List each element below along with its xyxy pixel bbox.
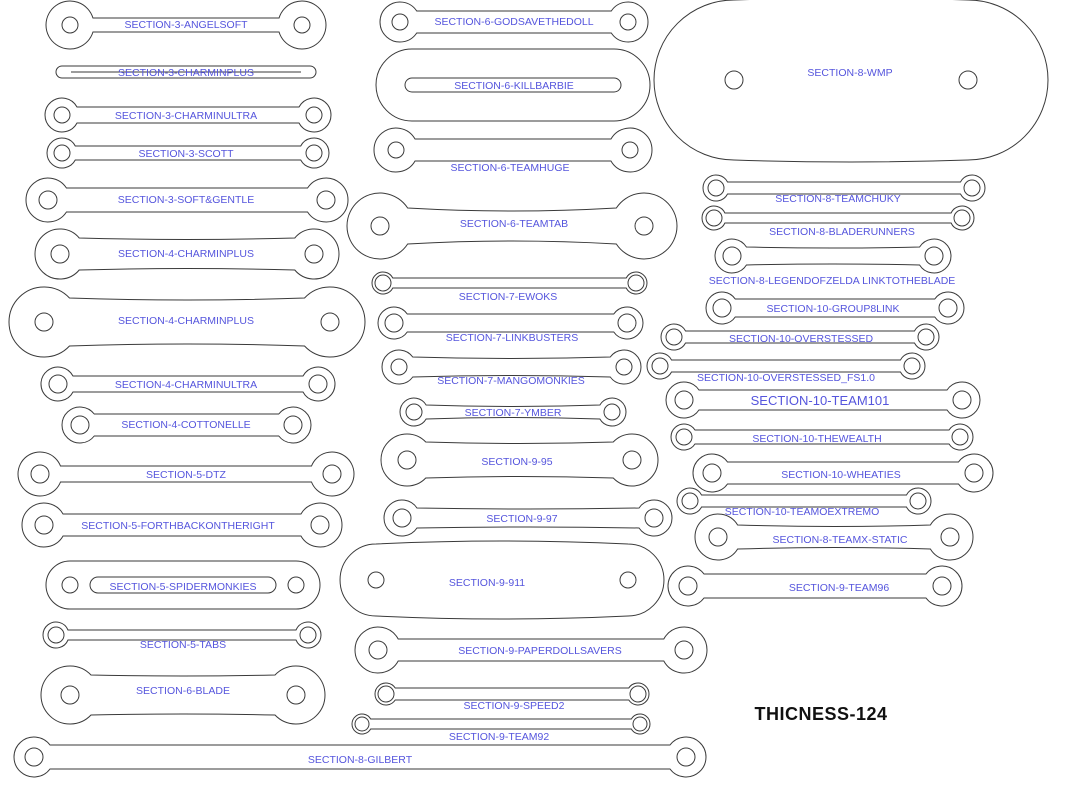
- part-33: [709, 239, 956, 287]
- part-27: [355, 627, 707, 673]
- part-23: [400, 398, 626, 426]
- part-label: SECTION-4-CHARMINPLUS: [118, 248, 254, 260]
- pin-hole: [952, 429, 968, 445]
- pin-hole: [39, 191, 57, 209]
- part-4: [47, 138, 329, 168]
- part-label: SECTION-6-TEAMHUGE: [450, 162, 570, 174]
- pin-hole: [371, 217, 389, 235]
- part-36: [647, 353, 925, 384]
- part-label: SECTION-8-TEAMCHUKY: [775, 193, 901, 205]
- part-outline: [715, 239, 951, 273]
- part-28: [375, 683, 649, 712]
- pin-hole: [708, 180, 724, 196]
- pin-hole: [300, 627, 316, 643]
- pin-hole: [725, 71, 743, 89]
- part-17: [376, 49, 650, 121]
- pin-hole: [635, 217, 653, 235]
- pin-hole: [645, 509, 663, 527]
- pin-hole: [369, 641, 387, 659]
- part-16: [380, 2, 648, 42]
- pin-hole: [620, 572, 636, 588]
- pin-hole: [368, 572, 384, 588]
- part-label: SECTION-10-TEAM101: [750, 393, 890, 408]
- part-label: SECTION-6-TEAMTAB: [459, 218, 569, 230]
- pin-hole: [355, 717, 369, 731]
- pin-hole: [388, 142, 404, 158]
- pin-hole: [709, 528, 727, 546]
- pin-hole: [35, 313, 53, 331]
- part-label: SECTION-6-BLADE: [136, 685, 230, 697]
- part-label: SECTION-7-YMBER: [464, 407, 562, 419]
- pin-hole: [375, 275, 391, 291]
- pin-hole: [965, 464, 983, 482]
- part-label: SECTION-3-CHARMINULTRA: [114, 110, 258, 122]
- pin-hole: [723, 247, 741, 265]
- part-8: [41, 367, 335, 401]
- part-34: [706, 292, 964, 324]
- part-40: [677, 488, 931, 518]
- pin-hole: [679, 577, 697, 595]
- pin-hole: [620, 14, 636, 30]
- part-30: [654, 0, 1048, 162]
- part-label: SECTION-6-GODSAVETHEDOLL: [434, 16, 594, 28]
- part-label: SECTION-5-TABS: [139, 639, 227, 651]
- pin-hole: [35, 516, 53, 534]
- pin-hole: [964, 180, 980, 196]
- part-38: [671, 424, 973, 450]
- pin-hole: [959, 71, 977, 89]
- part-label: SECTION-8-TEAMX-STATIC: [772, 534, 908, 546]
- part-label: SECTION-9-PAPERDOLLSAVERS: [458, 645, 622, 657]
- part-13: [43, 622, 321, 651]
- part-39: [693, 454, 993, 492]
- part-35: [661, 324, 939, 350]
- part-20: [372, 272, 647, 303]
- part-label: SECTION-4-COTTONELLE: [121, 419, 251, 431]
- pin-hole: [51, 245, 69, 263]
- part-7: [9, 287, 365, 357]
- part-11: [22, 503, 342, 547]
- pin-hole: [54, 107, 70, 123]
- part-19: [347, 193, 677, 259]
- part-label: SECTION-10-OVERSTESSED_FS1.0: [697, 372, 875, 384]
- part-label: SECTION-3-ANGELSOFT: [124, 19, 248, 31]
- pin-hole: [398, 451, 416, 469]
- pin-hole: [954, 210, 970, 226]
- part-label: SECTION-5-SPIDERMONKIES: [109, 581, 257, 593]
- part-label: SECTION-8-WMP: [807, 67, 893, 79]
- pin-hole: [54, 145, 70, 161]
- part-24: [381, 434, 658, 486]
- pin-hole: [953, 391, 971, 409]
- pin-hole: [71, 416, 89, 434]
- part-label: SECTION-9-SPEED2: [463, 700, 565, 712]
- part-22: [382, 350, 641, 387]
- pin-hole: [294, 17, 310, 33]
- pin-hole: [713, 299, 731, 317]
- part-label: SECTION-10-OVERSTESSED: [728, 333, 874, 345]
- pin-hole: [287, 686, 305, 704]
- part-37: [666, 382, 980, 418]
- part-2: [56, 66, 316, 79]
- part-label: SECTION-5-FORTHBACKONTHERIGHT: [81, 520, 275, 532]
- part-label: SECTION-9-95: [481, 456, 553, 468]
- pin-hole: [323, 465, 341, 483]
- pin-hole: [49, 375, 67, 393]
- part-29: [352, 714, 650, 743]
- pin-hole: [284, 416, 302, 434]
- pin-hole: [305, 245, 323, 263]
- pin-hole: [904, 358, 920, 374]
- part-label: SECTION-9-97: [486, 513, 558, 525]
- part-label: SECTION-7-EWOKS: [458, 291, 558, 303]
- pin-hole: [925, 247, 943, 265]
- part-15: [14, 737, 706, 777]
- part-31: [703, 175, 985, 205]
- part-label: SECTION-7-LINKBUSTERS: [445, 332, 579, 344]
- part-label: SECTION-8-GILBERT: [307, 754, 413, 766]
- pin-hole: [941, 528, 959, 546]
- part-6: [35, 229, 339, 279]
- part-1: [46, 1, 326, 49]
- pin-hole: [675, 641, 693, 659]
- part-label: SECTION-4-CHARMINPLUS: [118, 315, 254, 327]
- pin-hole: [623, 451, 641, 469]
- pin-hole: [677, 748, 695, 766]
- pin-hole: [675, 391, 693, 409]
- pin-hole: [666, 329, 682, 345]
- pin-hole: [633, 717, 647, 731]
- part-label: SECTION-3-SCOTT: [138, 148, 234, 160]
- pin-hole: [31, 465, 49, 483]
- pin-hole: [317, 191, 335, 209]
- part-3: [45, 98, 331, 132]
- pin-hole: [48, 627, 64, 643]
- pin-hole: [309, 375, 327, 393]
- pin-hole: [622, 142, 638, 158]
- pin-hole: [682, 493, 698, 509]
- pin-hole: [939, 299, 957, 317]
- part-9: [62, 407, 311, 443]
- pin-hole: [616, 359, 632, 375]
- part-12: [46, 561, 320, 609]
- pin-hole: [628, 275, 644, 291]
- pin-hole: [288, 577, 304, 593]
- part-41: [695, 514, 973, 560]
- part-label: SECTION-3-CHARMINPLUS: [118, 67, 254, 79]
- pin-hole: [321, 313, 339, 331]
- pin-hole: [391, 359, 407, 375]
- part-label: SECTION-6-KILLBARBIE: [454, 80, 574, 92]
- pin-hole: [25, 748, 43, 766]
- part-label: SECTION-8-LEGENDOFZELDA LINKTOTHEBLADE: [708, 275, 956, 287]
- pin-hole: [604, 404, 620, 420]
- pin-hole: [62, 577, 78, 593]
- pin-hole: [393, 509, 411, 527]
- pin-hole: [406, 404, 422, 420]
- pin-hole: [61, 686, 79, 704]
- pin-hole: [306, 107, 322, 123]
- thickness-label: THICNESS-124: [754, 704, 888, 724]
- part-42: [668, 566, 962, 606]
- part-10: [18, 452, 354, 496]
- pin-hole: [933, 577, 951, 595]
- pin-hole: [676, 429, 692, 445]
- part-25: [384, 500, 672, 536]
- part-32: [702, 206, 974, 238]
- part-label: SECTION-7-MANGOMONKIES: [437, 375, 585, 387]
- part-label: SECTION-9-TEAM92: [448, 731, 550, 743]
- part-label: SECTION-10-WHEATIES: [781, 469, 901, 481]
- part-label: SECTION-10-TEAMOEXTREMO: [724, 506, 880, 518]
- pin-hole: [652, 358, 668, 374]
- pin-hole: [392, 14, 408, 30]
- part-14: [41, 666, 325, 724]
- pin-hole: [385, 314, 403, 332]
- part-label: SECTION-9-TEAM96: [788, 582, 890, 594]
- part-label: SECTION-8-BLADERUNNERS: [769, 226, 915, 238]
- part-label: SECTION-9-911: [448, 577, 526, 589]
- pin-hole: [378, 686, 394, 702]
- part-outline: [654, 0, 1048, 162]
- pin-hole: [62, 17, 78, 33]
- part-26: [340, 541, 664, 619]
- part-21: [378, 307, 643, 344]
- part-label: SECTION-10-GROUP8LINK: [766, 303, 900, 315]
- pin-hole: [706, 210, 722, 226]
- pin-hole: [918, 329, 934, 345]
- part-5: [26, 178, 348, 222]
- pin-hole: [703, 464, 721, 482]
- part-18: [374, 128, 652, 174]
- part-label: SECTION-3-SOFT&GENTLE: [117, 194, 255, 206]
- part-label: SECTION-4-CHARMINULTRA: [114, 379, 258, 391]
- pin-hole: [306, 145, 322, 161]
- pin-hole: [618, 314, 636, 332]
- pin-hole: [910, 493, 926, 509]
- part-label: SECTION-10-THEWEALTH: [752, 433, 882, 445]
- part-label: SECTION-5-DTZ: [146, 469, 226, 481]
- pin-hole: [630, 686, 646, 702]
- pin-hole: [311, 516, 329, 534]
